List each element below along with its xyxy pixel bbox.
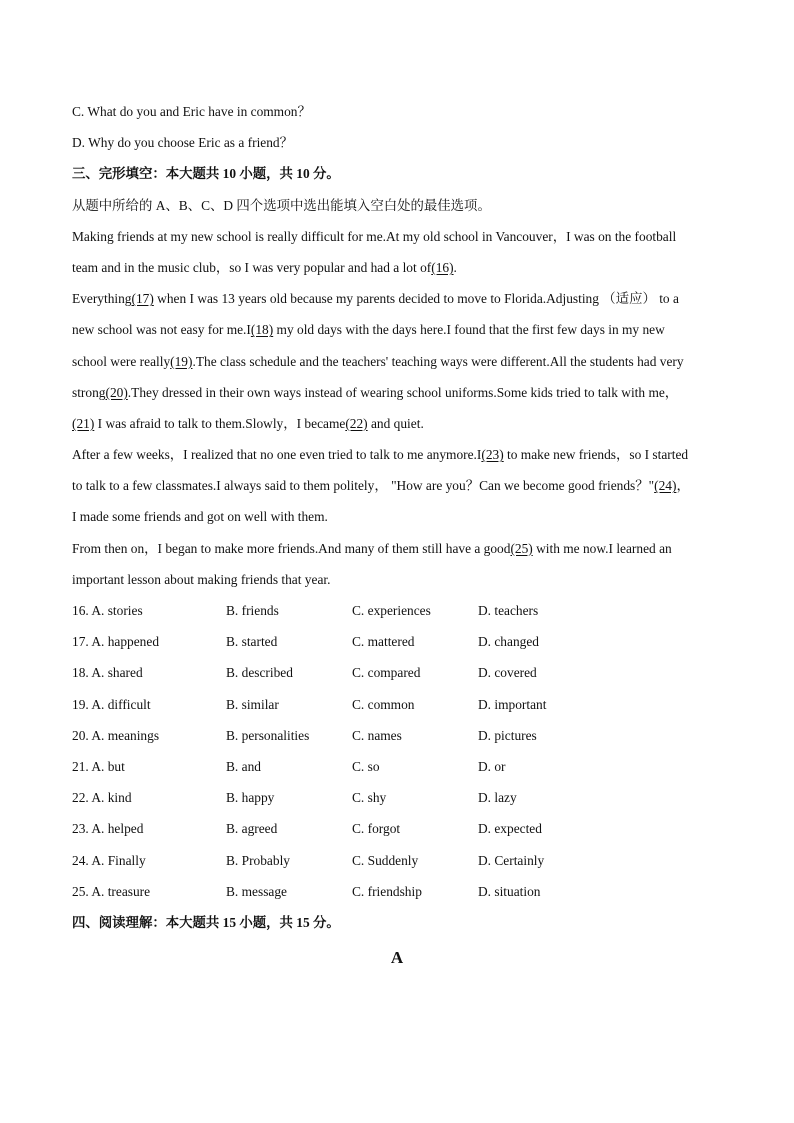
option-choice: D. Certainly	[478, 852, 545, 868]
passage-line	[72, 283, 722, 314]
passage-text: to make new friends，so I started	[503, 447, 689, 463]
reading-part-title: A	[390, 948, 404, 967]
passage-text: school were really	[72, 353, 171, 369]
option-choice: B. described	[226, 665, 293, 681]
passage-text: .The class schedule and the teachers' teaching ways were different.All the students had very	[192, 353, 684, 369]
passage-line	[72, 439, 722, 470]
answer-options	[72, 595, 722, 907]
option-choice: C. mattered	[352, 634, 415, 650]
option-choice: C. compared	[352, 665, 421, 681]
passage-text: new school was not easy for me.I	[72, 322, 251, 338]
blank-23: (23)	[481, 447, 504, 463]
passage-text: and quiet.	[367, 415, 424, 431]
passage-text: After a few weeks，I realized that no one even tried to talk to me anymore.I	[72, 447, 482, 463]
option-choice: C. names	[352, 727, 402, 743]
option-choice: C. Suddenly	[352, 852, 419, 868]
question-option-c: C. What do you and Eric have in common？	[72, 104, 311, 119]
blank-22: (22)	[345, 415, 368, 431]
blank-21: (21)	[72, 415, 95, 431]
option-choice: B. agreed	[226, 821, 278, 837]
option-row	[72, 782, 722, 813]
passage-text: my old days with the days here.I found that the first few days in my new	[273, 322, 665, 338]
option-choice: C. common	[352, 696, 415, 712]
passage-text: .They dressed in their own ways instead of wearing school uniforms.Some kids tried to talk with me，	[127, 384, 679, 400]
option-row	[72, 876, 722, 907]
option-choice: B. happy	[226, 790, 275, 806]
option-choice: C. forgot	[352, 821, 401, 837]
section-heading-cloze: 三、完形填空：本大题共 10 小题，共 10 分。	[72, 166, 340, 182]
option-choice: B. Probably	[226, 852, 290, 868]
blank-16: (16)	[431, 259, 454, 275]
passage-text: Everything	[72, 291, 132, 307]
passage-text: .	[453, 259, 457, 275]
option-row	[72, 720, 722, 751]
blank-17: (17)	[131, 291, 154, 307]
option-choice: 19. A. difficult	[72, 696, 151, 712]
option-row	[72, 845, 722, 876]
passage-text: when I was 13 years old because my parents decided to move to Florida.Adjusting （适应） to a	[153, 291, 679, 307]
passage-text: team and in the music club，so I was very popular and had a lot of	[72, 259, 432, 275]
blank-18: (18)	[250, 322, 274, 338]
document-page	[72, 96, 722, 938]
option-choice: B. friends	[226, 603, 279, 618]
option-choice: D. pictures	[478, 727, 537, 743]
option-row	[72, 657, 722, 688]
option-choice: D. important	[478, 696, 547, 712]
passage-text: strong	[72, 384, 106, 400]
passage-line: I made some friends and got on well with them.	[72, 509, 328, 525]
passage-line	[72, 252, 722, 283]
passage-line	[72, 377, 722, 408]
passage-line	[72, 408, 722, 439]
option-choice: 24. A. Finally	[72, 852, 146, 868]
option-choice: 22. A. kind	[72, 790, 132, 806]
passage-line	[72, 533, 722, 564]
option-choice: D. teachers	[478, 603, 539, 618]
passage-text: From then on，I began to make more friends.And many of them still have a good	[72, 540, 511, 556]
blank-24: (24)	[654, 478, 677, 494]
passage-line: important lesson about making friends that year.	[72, 571, 331, 587]
option-choice: 25. A. treasure	[72, 883, 151, 899]
option-choice: C. shy	[352, 790, 387, 806]
option-row	[72, 595, 722, 626]
blank-20: (20)	[105, 384, 128, 400]
option-choice: 18. A. shared	[72, 665, 143, 681]
section-heading-reading: 四、阅读理解：本大题共 15 小题，共 15 分。	[72, 914, 340, 930]
blank-25: (25)	[510, 540, 533, 556]
option-row	[72, 626, 722, 657]
question-option-d: D. Why do you choose Eric as a friend？	[72, 135, 294, 151]
option-choice: D. expected	[478, 821, 542, 837]
option-choice: B. personalities	[226, 727, 310, 743]
option-row	[72, 751, 722, 782]
blank-19: (19)	[170, 353, 193, 369]
option-choice: C. friendship	[352, 883, 422, 899]
option-choice: 23. A. helped	[72, 821, 144, 837]
passage-text: to talk to a few classmates.I always said to them politely， "How are you？Can we become good friends？"	[72, 478, 655, 494]
option-choice: B. similar	[226, 696, 279, 712]
passage-text: I was afraid to talk to them.Slowly，I became	[94, 415, 346, 431]
passage-line	[72, 346, 722, 377]
passage-text: with me now.I learned an	[532, 540, 672, 556]
passage-text: ，	[676, 478, 690, 494]
option-choice: C. experiences	[352, 603, 431, 618]
option-row	[72, 813, 722, 844]
passage-line: Making friends at my new school is really difficult for me.At my old school in Vancouver，I was on the football	[72, 228, 677, 244]
passage-line	[72, 314, 722, 345]
option-row	[72, 689, 722, 720]
option-choice: D. situation	[478, 883, 541, 899]
section-instruction: 从题中所给的 A、B、C、D 四个选项中选出能填入空白处的最佳选项。	[72, 197, 491, 213]
option-choice: 17. A. happened	[72, 634, 160, 650]
option-choice: D. changed	[478, 634, 539, 650]
option-choice: 16. A. stories	[72, 603, 143, 618]
option-choice: D. lazy	[478, 790, 517, 806]
option-choice: B. and	[226, 758, 261, 774]
option-choice: 21. A. but	[72, 758, 125, 774]
option-choice: D. or	[478, 758, 506, 774]
option-choice: B. message	[226, 883, 287, 899]
option-choice: C. so	[352, 758, 380, 774]
option-choice: B. started	[226, 634, 278, 650]
option-choice: D. covered	[478, 665, 537, 681]
passage-line	[72, 470, 722, 501]
cloze-passage	[72, 221, 722, 595]
option-choice: 20. A. meanings	[72, 727, 160, 743]
